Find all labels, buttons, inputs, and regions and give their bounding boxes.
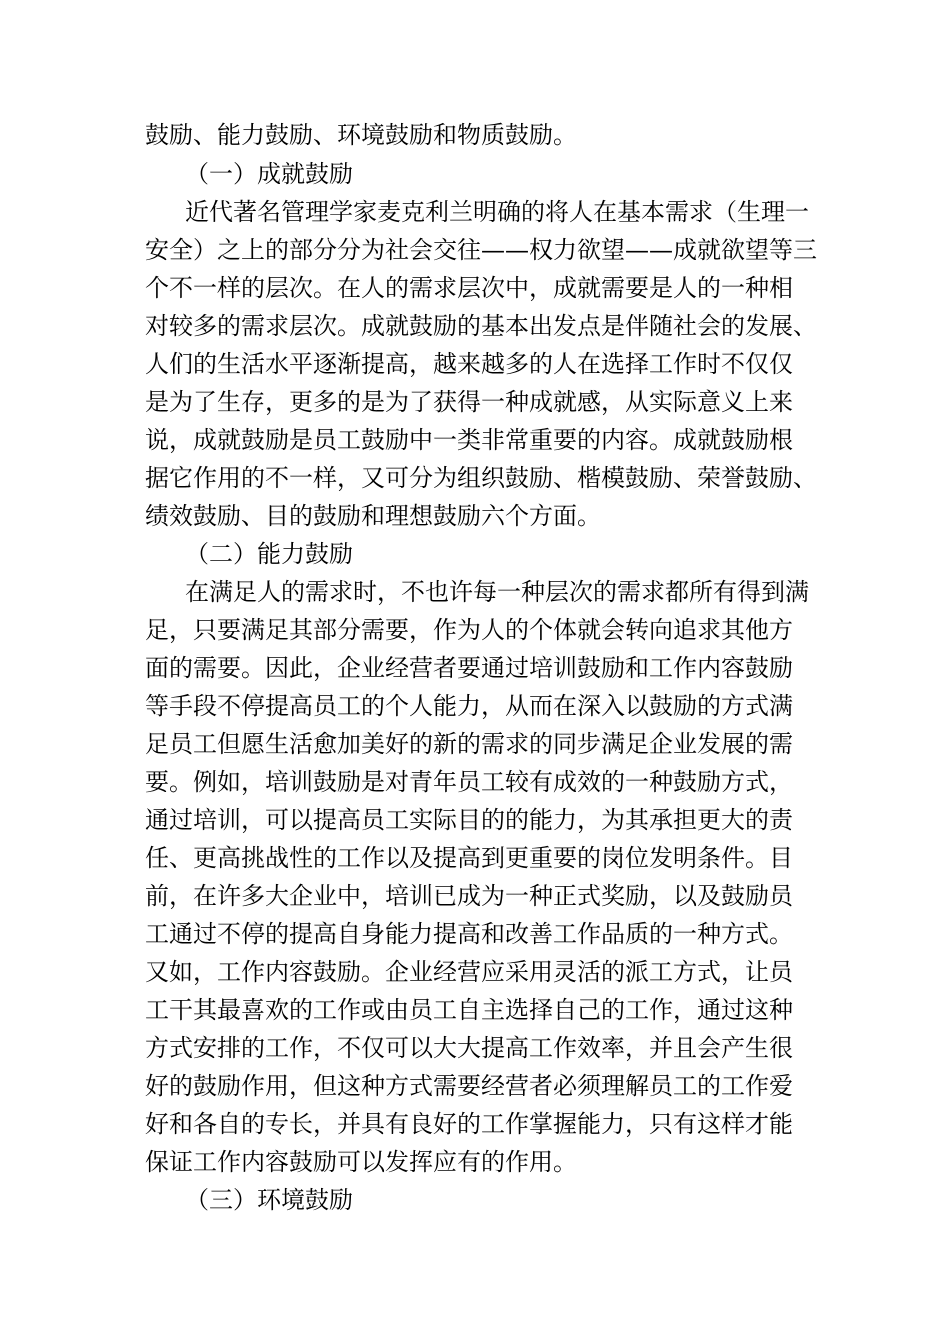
paragraph-line: 人们的生活水平逐渐提高，越来越多的人在选择工作时不仅仅 [145,350,793,378]
paragraph-line: 个不一样的层次。在人的需求层次中，成就需要是人的一种相 [145,274,793,302]
paragraph-line: 足，只要满足其部分需要，作为人的个体就会转向追求其他方 [145,616,793,644]
paragraph-line: 工通过不停的提高自身能力提高和改善工作品质的一种方式。 [145,920,793,948]
paragraph-line: 好和各自的专长，并具有良好的工作掌握能力，只有这样才能 [145,1110,793,1138]
paragraph-line: 等手段不停提高员工的个人能力，从而在深入以鼓励的方式满 [145,692,793,720]
paragraph-line: 绩效鼓励、目的鼓励和理想鼓励六个方面。 [145,502,601,530]
paragraph-line: 说，成就鼓励是员工鼓励中一类非常重要的内容。成就鼓励根 [145,426,793,454]
paragraph-line: 足员工但愿生活愈加美好的新的需求的同步满足企业发展的需 [145,730,793,758]
paragraph-line: 对较多的需求层次。成就鼓励的基本出发点是伴随社会的发展、 [145,312,817,340]
paragraph-line: 通过培训，可以提高员工实际目的的能力，为其承担更大的责 [145,806,793,834]
paragraph-line: 前，在许多大企业中，培训已成为一种正式奖励，以及鼓励员 [145,882,793,910]
paragraph-line: 工干其最喜欢的工作或由员工自主选择自己的工作，通过这种 [145,996,793,1024]
section-heading-achievement: （一）成就鼓励 [185,160,353,188]
section-heading-ability: （二）能力鼓励 [185,540,353,568]
paragraph-line: 又如，工作内容鼓励。企业经营应采用灵活的派工方式，让员 [145,958,793,986]
paragraph-line: 要。例如，培训鼓励是对青年员工较有成效的一种鼓励方式， [145,768,793,796]
paragraph-line: 面的需要。因此，企业经营者要通过培训鼓励和工作内容鼓励 [145,654,793,682]
paragraph-line: 保证工作内容鼓励可以发挥应有的作用。 [145,1148,577,1176]
paragraph-line: 任、更高挑战性的工作以及提高到更重要的岗位发明条件。目 [145,844,793,872]
paragraph-line: 在满足人的需求时，不也许每一种层次的需求都所有得到满 [185,578,809,606]
section-heading-environment: （三）环境鼓励 [185,1186,353,1214]
paragraph-line: 安全）之上的部分分为社会交往——权力欲望——成就欲望等三 [145,236,817,264]
paragraph-line: 鼓励、能力鼓励、环境鼓励和物质鼓励。 [145,121,577,149]
paragraph-line: 近代著名管理学家麦克利兰明确的将人在基本需求（生理一 [185,198,809,226]
paragraph-line: 据它作用的不一样，又可分为组织鼓励、楷模鼓励、荣誉鼓励、 [145,464,817,492]
paragraph-line: 是为了生存，更多的是为了获得一种成就感，从实际意义上来 [145,388,793,416]
paragraph-line: 好的鼓励作用，但这种方式需要经营者必须理解员工的工作爱 [145,1072,793,1100]
paragraph-line: 方式安排的工作，不仅可以大大提高工作效率，并且会产生很 [145,1034,793,1062]
